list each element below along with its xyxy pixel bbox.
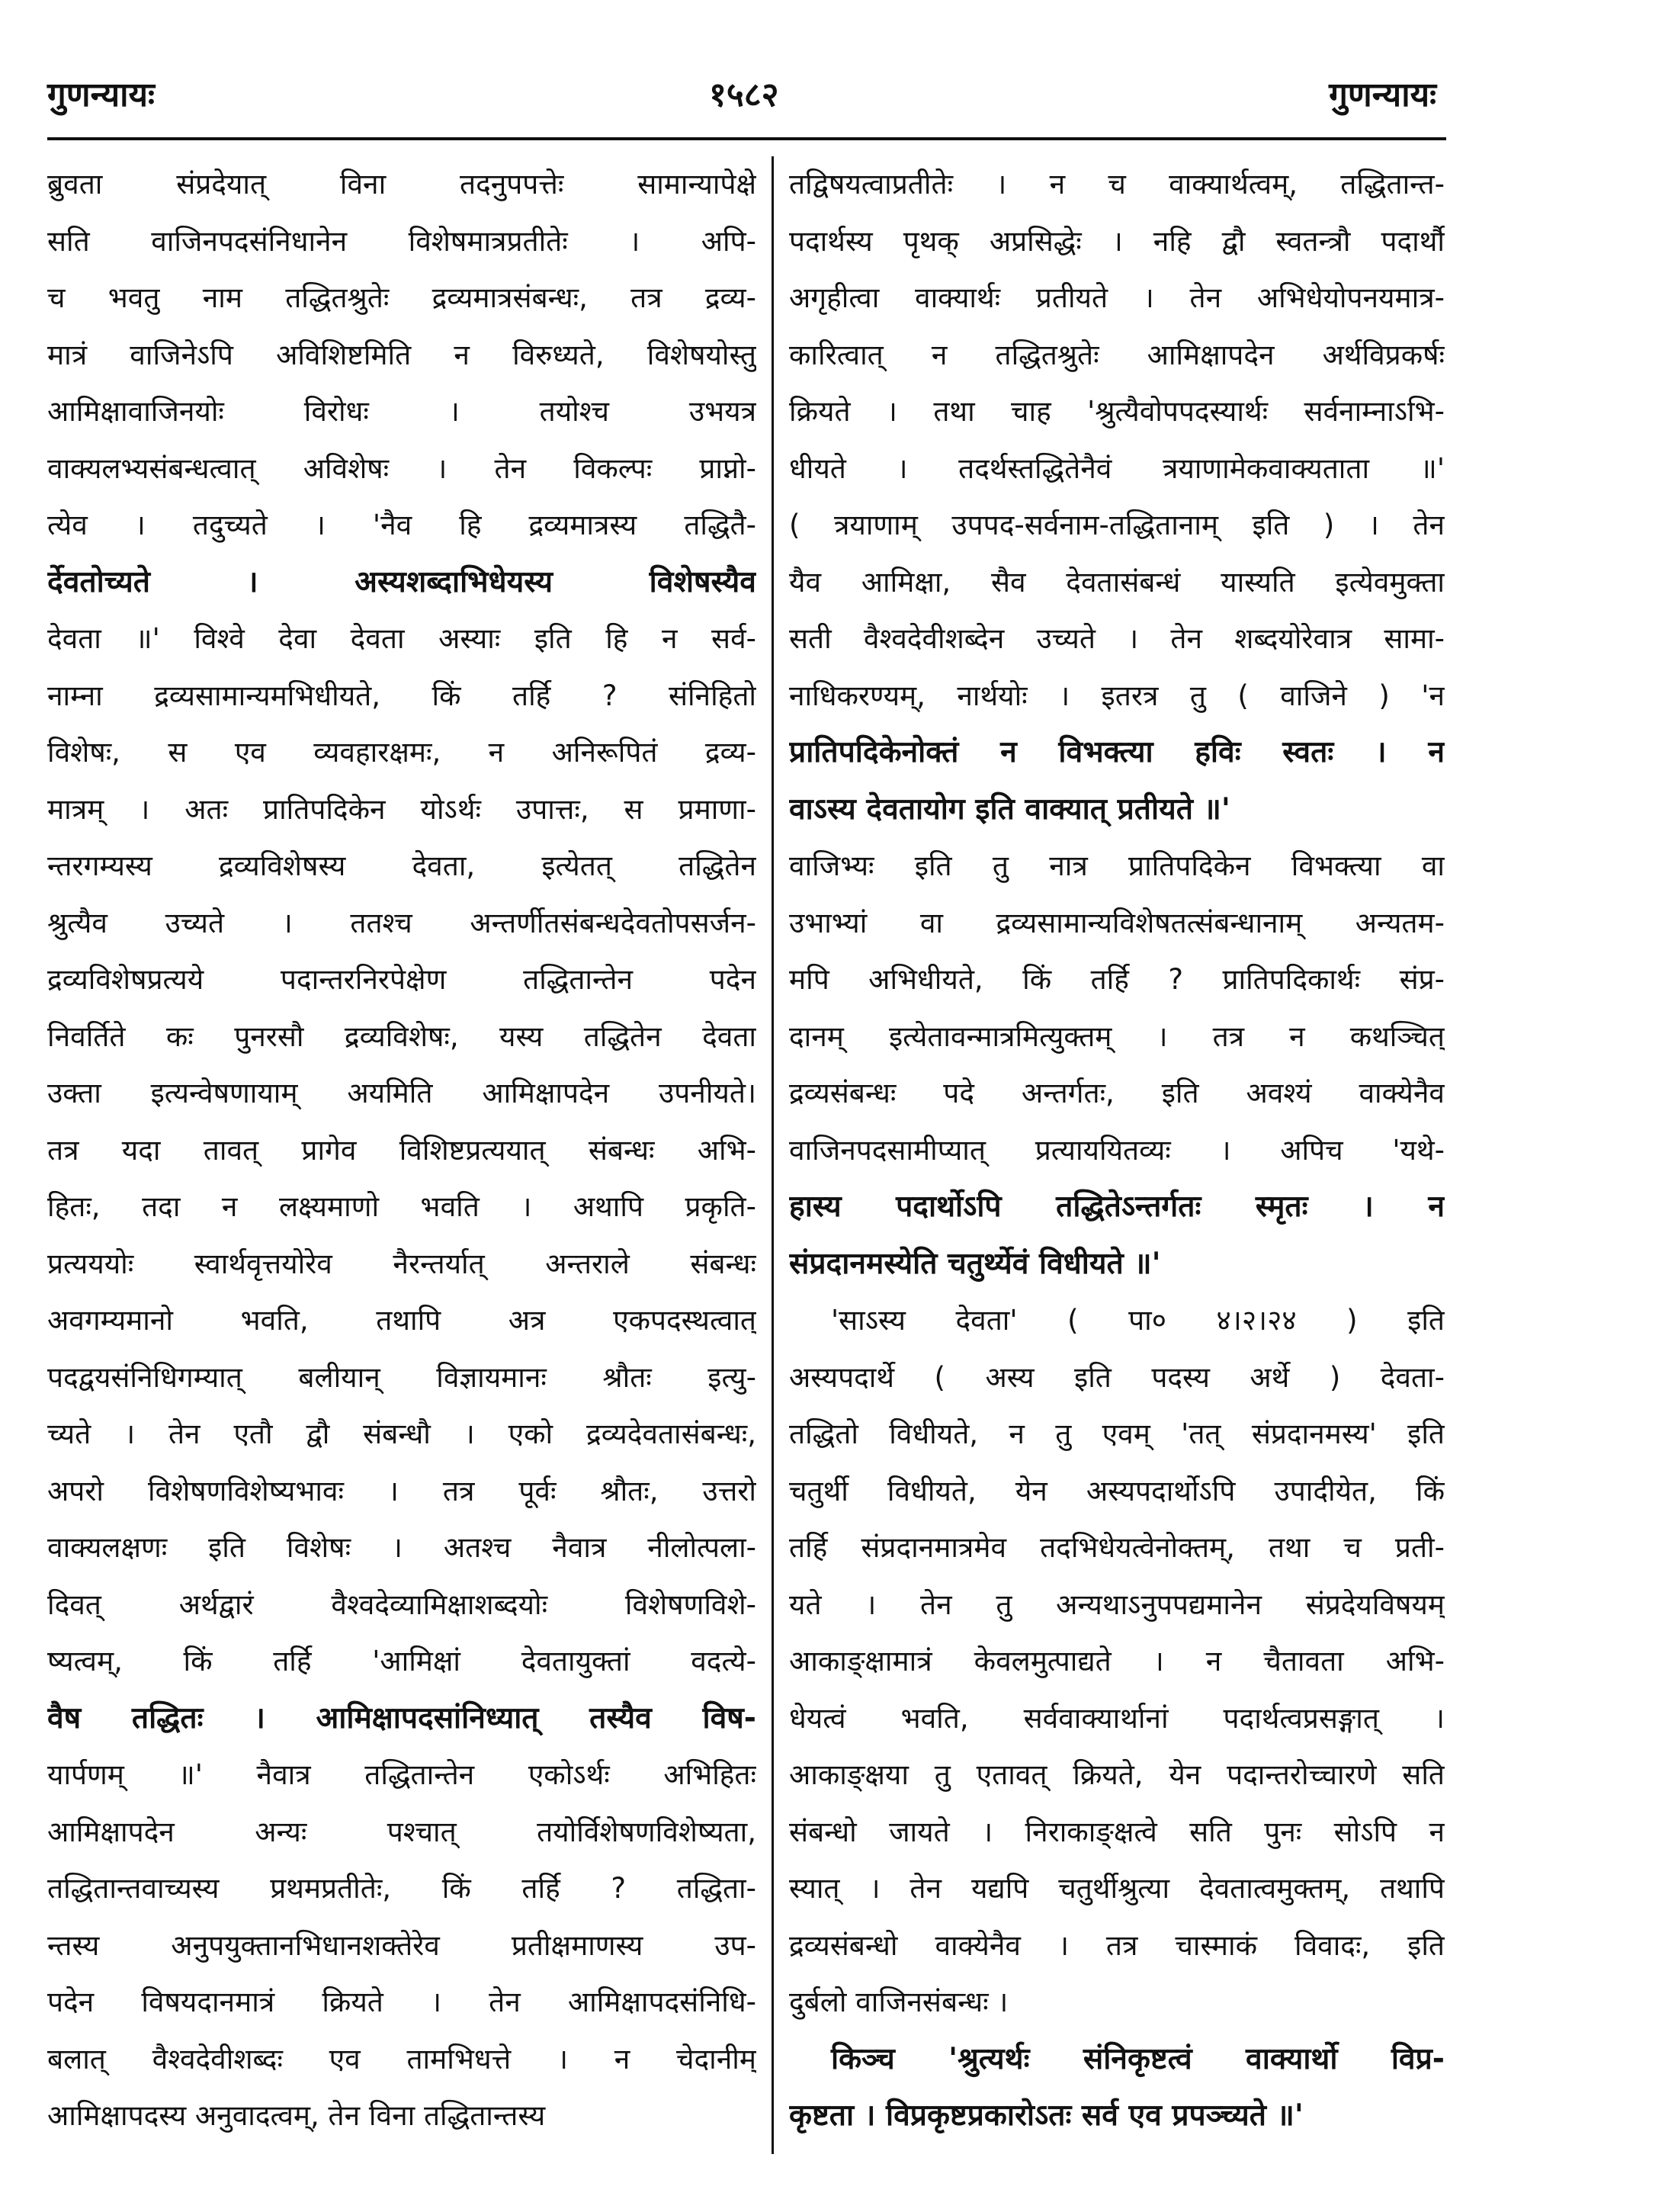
text-line: ब्रुवता संप्रदेयात् विना तदनुपपत्तेः सामान्यापेक्षे <box>47 168 756 201</box>
text-line: अपरो विशेषणविशेष्यभावः । तत्र पूर्वः श्रौतः, उत्तरो <box>47 1474 756 1507</box>
text-line: विशेषः, स एव व्यवहारक्षमः, न अनिरूपितं द्रव्य- <box>47 736 756 769</box>
text-line: सती वैश्वदेवीशब्देन उच्यते । तेन शब्दयोरेवात्र सामा- <box>789 622 1445 655</box>
text-line: हितः, तदा न लक्ष्यमाणो भवति । अथापि प्रकृति- <box>47 1190 756 1223</box>
text-line: आमिक्षापदेन अन्यः पश्चात् तयोर्विशेषणविशेष्यता, <box>47 1815 756 1848</box>
text-line: प्रातिपदिकेनोक्तं न विभक्त्या हविः स्वतः । न <box>789 735 1445 769</box>
text-line: द्रव्यसंबन्धः पदे अन्तर्गतः, इति अवश्यं वाक्येनैव <box>789 1077 1445 1109</box>
text-line: आकाङ्क्षामात्रं केवलमुत्पाद्यते । न चैतावता अभि- <box>789 1645 1445 1677</box>
text-line: अवगम्यमानो भवति, तथापि अत्र एकपदस्थत्वात् <box>47 1304 756 1337</box>
text-line: वाऽस्य देवतायोग इति वाक्यात् प्रतीयते ॥' <box>789 791 1230 827</box>
text-line: तद्विषयत्वाप्रतीतेः । न च वाक्यार्थत्वम्, तद्धितान्त- <box>789 168 1445 201</box>
text-line: तद्धितो विधीयते, न तु एवम् 'तत् संप्रदानमस्य' इति <box>789 1417 1445 1450</box>
left-column <box>47 156 756 2145</box>
text-line: च्यते । तेन एतौ द्वौ संबन्धौ । एको द्रव्यदेवतासंबन्धः, <box>47 1417 756 1450</box>
text-line: आकाङ्क्षया तु एतावत् क्रियते, येन पदान्तरोच्चारणे सति <box>789 1758 1445 1791</box>
text-line: सति वाजिनपदसंनिधानेन विशेषमात्रप्रतीतेः । अपि- <box>47 224 756 258</box>
text-line: पदद्वयसंनिधिगम्यात् बलीयान् विज्ञायमानः श्रौतः इत्यु- <box>47 1360 756 1394</box>
text-line: संबन्धो जायते । निराकाङ्क्षत्वे सति पुनः सोऽपि न <box>789 1815 1445 1848</box>
text-line: 'साऽस्य देवता' ( पा० ४।२।२४ ) इति <box>831 1304 1445 1337</box>
text-line: किञ्च 'श्रुत्यर्थः संनिकृष्टत्वं वाक्यार्थो विप्र- <box>831 2041 1445 2076</box>
text-line: देवता ॥' विश्वे देवा देवता अस्याः इति हि न सर्व- <box>47 622 756 655</box>
text-line: आमिक्षापदस्य अनुवादत्वम्, तेन विना तद्धितान्तस्य <box>47 2099 546 2132</box>
text-line: धेयत्वं भवति, सर्ववाक्यार्थानां पदार्थत्वप्रसङ्गात् । <box>789 1701 1445 1735</box>
text-line: नाम्ना द्रव्यसामान्यमभिधीयते, किं तर्हि ? संनिहितो <box>47 679 756 712</box>
text-line: न्तरगम्यस्य द्रव्यविशेषस्य देवता, इत्येतत् तद्धितेन <box>47 849 756 882</box>
text-line: त्येव । तदुच्यते । 'नैव हि द्रव्यमात्रस्य तद्धितै- <box>47 509 756 541</box>
text-line: चतुर्थी विधीयते, येन अस्यपदार्थोऽपि उपादीयेत, किं <box>789 1474 1445 1507</box>
text-line: मात्रम् । अतः प्रातिपदिकेन योऽर्थः उपात्तः, स प्रमाणा- <box>47 792 756 826</box>
text-line: ( त्रयाणाम् उपपद-सर्वनाम-तद्धितानाम् इति ) । तेन <box>789 509 1445 541</box>
text-line: द्रव्यविशेषप्रत्यये पदान्तरनिरपेक्षेण तद्धितान्तेन पदेन <box>47 963 756 996</box>
text-line: मात्रं वाजिनेऽपि अविशिष्टमिति न विरुध्यते, विशेषयोस्तु <box>47 338 756 371</box>
text-line: तद्धितान्तवाच्यस्य प्रथमप्रतीतेः, किं तर्हि ? तद्धिता- <box>47 1872 756 1905</box>
text-line: आमिक्षावाजिनयोः विरोधः । तयोश्च उभयत्र <box>47 395 756 428</box>
text-line: कृष्टता । विप्रकृष्टप्रकारोऽतः सर्व एव प्रपञ्च्यते ॥' <box>789 2098 1304 2133</box>
text-line: यैव आमिक्षा, सैव देवतासंबन्धं यास्यति इत्येवमुक्ता <box>789 565 1445 599</box>
text-line: उक्ता इत्यन्वेषणायाम् अयमिति आमिक्षापदेन उपनीयते। <box>47 1077 756 1109</box>
text-line: वाक्यलक्षणः इति विशेषः । अतश्च नैवात्र नीलोत्पला- <box>47 1531 756 1564</box>
right-column <box>789 156 1445 2145</box>
text-line: वाजिभ्यः इति तु नात्र प्रातिपदिकेन विभक्त्या वा <box>789 849 1445 882</box>
text-line: दुर्बलो वाजिनसंबन्धः । <box>789 1986 1009 2018</box>
text-line: प्रत्यययोः स्वार्थवृत्तयोरेव नैरन्तर्यात् अन्तराले संबन्धः <box>47 1247 756 1280</box>
text-line: र्देवतोच्यते । अस्यशब्दाभिधेयस्य विशेषस्यैव <box>47 564 756 599</box>
text-line: तर्हि संप्रदानमात्रमेव तदभिधेयत्वेनोक्तम्, तथा च प्रती- <box>789 1531 1445 1564</box>
column-divider <box>772 156 774 2154</box>
text-line: च भवतु नाम तद्धितश्रुतेः द्रव्यमात्रसंबन्धः, तत्र द्रव्य- <box>47 281 756 314</box>
text-line: धीयते । तदर्थस्तद्धितेनैवं त्रयाणामेकवाक्यताता ॥' <box>789 451 1445 485</box>
text-line: ष्यत्वम्, किं तर्हि 'आमिक्षां देवतायुक्तां वदत्ये- <box>47 1645 756 1677</box>
header-rule <box>47 137 1446 140</box>
text-line: संप्रदानमस्येति चतुर्थ्येवं विधीयते ॥' <box>789 1246 1161 1281</box>
running-header-right: गुणन्यायः <box>1329 75 1436 114</box>
page-number: १५८२ <box>709 75 779 114</box>
text-line: मपि अभिधीयते, किं तर्हि ? प्रातिपदिकार्थः संप्र- <box>789 963 1445 996</box>
text-line: वाक्यलभ्यसंबन्धत्वात् अविशेषः । तेन विकल्पः प्राप्नो- <box>47 451 756 485</box>
text-line: वाजिनपदसामीप्यात् प्रत्याययितव्यः । अपिच 'यथे- <box>789 1133 1445 1167</box>
text-line: श्रुत्यैव उच्यते । ततश्च अन्तर्णीतसंबन्धदेवतोपसर्जन- <box>47 906 756 939</box>
text-line: हास्य पदार्थोऽपि तद्धितेऽन्तर्गतः स्मृतः । न <box>789 1189 1445 1224</box>
text-line: स्यात् । तेन यद्यपि चतुर्थीश्रुत्या देवतात्वमुक्तम्, तथापि <box>789 1872 1445 1905</box>
text-line: यार्पणम् ॥' नैवात्र तद्धितान्तेन एकोऽर्थः अभिहितः <box>47 1758 756 1791</box>
text-line: क्रियते । तथा चाह 'श्रुत्यैवोपपदस्यार्थः सर्वनाम्नाऽभि- <box>789 395 1445 428</box>
text-line: बलात् वैश्वदेवीशब्दः एव तामभिधत्ते । न चेदानीम् <box>47 2042 756 2076</box>
text-line: द्रव्यसंबन्धो वाक्येनैव । तत्र चास्माकं विवादः, इति <box>789 1928 1445 1962</box>
text-line: तत्र यदा तावत् प्रागेव विशिष्टप्रत्ययात् संबन्धः अभि- <box>47 1133 756 1167</box>
text-line: उभाभ्यां वा द्रव्यसामान्यविशेषतत्संबन्धानाम् अन्यतम- <box>789 906 1445 939</box>
text-line: अस्यपदार्थे ( अस्य इति पदस्य अर्थे ) देवता- <box>789 1360 1445 1394</box>
text-line: वैष तद्धितः । आमिक्षापदसांनिध्यात् तस्यैव विष- <box>47 1700 756 1735</box>
text-line: नाधिकरण्यम्, नार्थयोः । इतरत्र तु ( वाजिने ) 'न <box>789 679 1445 712</box>
text-line: दिवत् अर्थद्वारं वैश्वदेव्यामिक्षाशब्दयोः विशेषणविशे- <box>47 1588 756 1621</box>
text-line: कारित्वात् न तद्धितश्रुतेः आमिक्षापदेन अर्थविप्रकर्षः <box>789 338 1445 371</box>
text-line: यते । तेन तु अन्यथाऽनुपपद्यमानेन संप्रदेयविषयम् <box>789 1588 1445 1621</box>
text-line: निवर्तिते कः पुनरसौ द्रव्यविशेषः, यस्य तद्धितेन देवता <box>47 1019 756 1053</box>
text-line: पदेन विषयदानमात्रं क्रियते । तेन आमिक्षापदसंनिधि- <box>47 1986 756 2018</box>
text-line: पदार्थस्य पृथक् अप्रसिद्धेः । नहि द्वौ स्वतन्त्रौ पदार्थौ <box>789 224 1445 258</box>
text-line: दानम् इत्येतावन्मात्रमित्युक्तम् । तत्र न कथञ्चित् <box>789 1019 1445 1053</box>
text-line: न्तस्य अनुपयुक्तानभिधानशक्तेरेव प्रतीक्षमाणस्य उप- <box>47 1928 756 1962</box>
running-header-left: गुणन्यायः <box>47 75 155 114</box>
text-line: अगृहीत्वा वाक्यार्थः प्रतीयते । तेन अभिधेयोपनयमात्र- <box>789 281 1445 314</box>
